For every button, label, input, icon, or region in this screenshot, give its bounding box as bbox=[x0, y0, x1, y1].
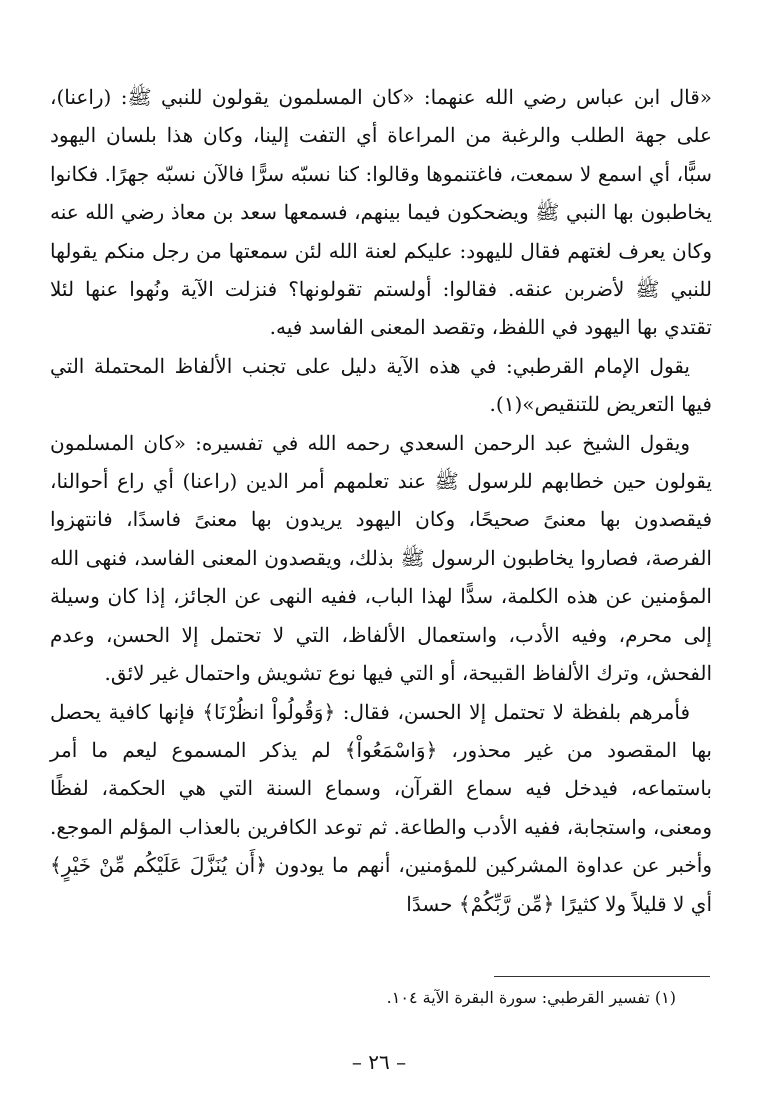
paragraph-command: فأمرهم بلفظة لا تحتمل إلا الحسن، فقال: ﴿وَقُولُواْ انظُرْنَا﴾ فإنها كافية يحصل بها المقصود من غير محذور، ﴿وَاسْمَعُواْ﴾ لم يذكر المسموع ليعم ما أمر باستماعه، فيدخل فيه سماع القرآن، وسماع السنة التي هي الحكمة، لفظًا ومعنى، واستجابة، ففيه الأدب والطاعة. ثم توعد الكافرين بالعذاب المؤلم الموجع. وأخبر عن عداوة المشركين للمؤمنين، أنهم ما يودون ﴿أَن يُنَزَّلَ عَلَيْكُم مِّنْ خَيْرٍ﴾ أي لا قليلاً ولا كثيرًا ﴿مِّن رَّبِّكُمْ﴾ حسدًا bbox=[50, 699, 712, 916]
page-number: – ٢٦ – bbox=[351, 1050, 407, 1074]
paragraph-saadi: ويقول الشيخ عبد الرحمن السعدي رحمه الله في تفسيره: «كان المسلمون يقولون حين خطابهم للرسول ﷺ عند تعلمهم أمر الدين (راعنا) أي راع أحوالنا، فيقصدون بها معنىً صحيحًا، وكان اليهود يريدون بها معنىً فاسدًا، فانتهزوا الفرصة، فصاروا يخاطبون الرسول ﷺ بذلك، ويقصدون المعنى الفاسد، فنهى الله المؤمنين عن هذه الكلمة، سدًّا لهذا الباب، ففيه النهى عن الجائز، إذا كان وسيلة إلى محرم، وفيه الأدب، واستعمال الألفاظ، التي لا تحتمل إلا الحسن، وعدم الفحش، وترك الألفاظ القبيحة، أو التي فيها نوع تشويش واحتمال غير لائق. bbox=[50, 430, 712, 686]
body-text bbox=[50, 78, 712, 923]
footnote-divider bbox=[494, 976, 710, 977]
paragraph-qurtubi: يقول الإمام القرطبي: في هذه الآية دليل على تجنب الألفاظ المحتملة التي فيها التعريض للتنقيص»(١). bbox=[50, 353, 712, 417]
footnote: (١) تفسير القرطبي: سورة البقرة الآية ١٠٤. bbox=[386, 988, 676, 1007]
paragraph-ibn-abbas-quote: «قال ابن عباس رضي الله عنهما: «كان المسلمون يقولون للنبي ﷺ: (راعنا)، على جهة الطلب والرغبة من المراعاة أي التفت إلينا، وكان هذا بلسان اليهود سبًّا، أي اسمع لا سمعت، فاغتنموها وقالوا: كنا نسبّه سرًّا فالآن نسبّه جهرًا. فكانوا يخاطبون بها النبي ﷺ ويضحكون فيما بينهم، فسمعها سعد بن معاذ رضي الله عنه وكان يعرف لغتهم فقال لليهود: عليكم لعنة الله لئن سمعتها من رجل منكم يقولها للنبي ﷺ لأضربن عنقه. فقالوا: أولستم تقولونها؟ فنزلت الآية ونُهوا عنها لئلا تقتدي بها اليهود في اللفظ، وتقصد المعنى الفاسد فيه. bbox=[50, 85, 712, 340]
